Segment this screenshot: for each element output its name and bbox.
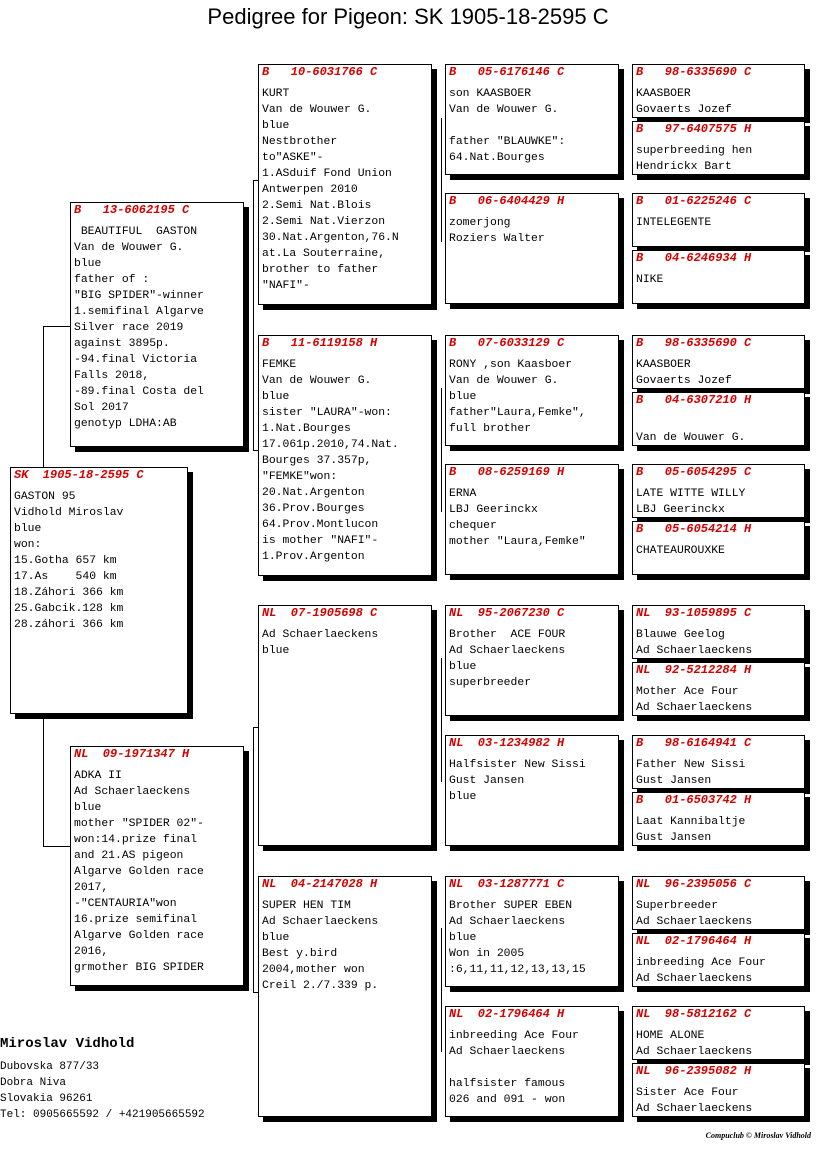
pigeon-details: Sister Ace Four Ad Schaerlaeckens xyxy=(636,1087,753,1115)
ring-number: B 11-6119158 H xyxy=(262,336,378,350)
pigeon-details: SUPER HEN TIM Ad Schaerlaeckens blue Best y.bird 2004,mother won Creil 2./7.339 p. xyxy=(262,900,379,992)
ring-number: B 05-6176146 C xyxy=(449,65,565,79)
pigeon-card-g13[interactable] xyxy=(632,876,805,930)
pigeon-details: NIKE xyxy=(636,274,664,286)
pigeon-details: Laat Kannibaltje Gust Jansen xyxy=(636,816,746,844)
ring-number: NL 95-2067230 C xyxy=(449,606,565,620)
ring-number: B 06-6404429 H xyxy=(449,194,565,208)
pigeon-details: FEMKE Van de Wouwer G. blue sister "LAURA"-won: 1.Nat.Bourges 17.061p.2010,74.Nat. Bourges 37.357p, "FEMKE"won: 20.Nat.Argenton 36.Prov.Bourges 64.Prov.Montlucon is mother "NAFI"- 1.Prov.Argenton xyxy=(262,359,399,563)
pigeon-card-root[interactable] xyxy=(10,467,188,714)
pigeon-card-sd[interactable] xyxy=(258,335,432,576)
breeder-info xyxy=(0,1035,205,1123)
pigeon-details: KAASBOER Govaerts Jozef xyxy=(636,88,732,116)
ring-number: NL 07-1905698 C xyxy=(262,606,378,620)
pigeon-card-ds[interactable] xyxy=(258,605,432,846)
connector-line xyxy=(43,326,70,327)
pigeon-details: KAASBOER Govaerts Jozef xyxy=(636,359,732,387)
pigeon-details: Halfsister New Sissi Gust Jansen blue xyxy=(449,759,586,803)
ring-number: NL 96-2395056 C xyxy=(636,877,752,891)
ring-number: NL 92-5212284 H xyxy=(636,663,752,677)
pigeon-details: Father New Sissi Gust Jansen xyxy=(636,759,746,787)
connector-line xyxy=(43,326,44,468)
pigeon-card-dam[interactable] xyxy=(70,746,244,986)
connector-line xyxy=(441,388,442,512)
pigeon-card-g3[interactable] xyxy=(632,193,805,247)
pigeon-card-g2[interactable] xyxy=(632,121,805,175)
ring-number: B 98-6335690 C xyxy=(636,65,752,79)
pigeon-details: Mother Ace Four Ad Schaerlaeckens xyxy=(636,686,753,714)
ring-number: B 05-6054295 C xyxy=(636,465,752,479)
pigeon-card-g12[interactable] xyxy=(632,792,805,846)
pigeon-card-g11[interactable] xyxy=(632,735,805,789)
connector-line xyxy=(441,928,442,1052)
pigeon-details: son KAASBOER Van de Wouwer G. father "BLAUWKE": 64.Nat.Bourges xyxy=(449,88,566,164)
pigeon-card-dds[interactable] xyxy=(445,876,619,987)
ring-number: B 07-6033129 C xyxy=(449,336,565,350)
pigeon-details: zomerjong Roziers Walter xyxy=(449,217,545,245)
pigeon-card-g4[interactable] xyxy=(632,250,805,304)
ring-number: NL 93-1059895 C xyxy=(636,606,752,620)
pigeon-card-g1[interactable] xyxy=(632,64,805,118)
pigeon-details: BEAUTIFUL GASTON Van de Wouwer G. blue father of : "BIG SPIDER"-winner 1.semifinal Algarve Silver race 2019 against 3895p. -94.final Victoria Falls 2018, -89.final Costa del Sol 2017 genotyp LDHA:AB xyxy=(74,226,204,430)
ring-number: B 04-6246934 H xyxy=(636,251,752,265)
pigeon-card-sss[interactable] xyxy=(445,64,619,175)
ring-number: NL 98-5812162 C xyxy=(636,1007,752,1021)
ring-number: NL 03-1287771 C xyxy=(449,877,565,891)
pigeon-details: LATE WITTE WILLY LBJ Geerinckx xyxy=(636,488,746,516)
ring-number: B 98-6164941 C xyxy=(636,736,752,750)
connector-line xyxy=(441,658,442,782)
ring-number: NL 96-2395082 H xyxy=(636,1064,752,1078)
ring-number: SK 1905-18-2595 C xyxy=(14,468,144,482)
pigeon-details: KURT Van de Wouwer G. blue Nestbrother to"ASKE"- 1.ASduif Fond Union Antwerpen 2010 2.Semi Nat.Blois 2.Semi Nat.Vierzon 30.Nat.Argenton,76.N at.La Souterraine, brother to father "NAFI"- xyxy=(262,88,399,292)
ring-number: NL 04-2147028 H xyxy=(262,877,378,891)
page-title: Pedigree for Pigeon: SK 1905-18-2595 C xyxy=(207,4,609,29)
pigeon-card-sire[interactable] xyxy=(70,202,244,447)
pigeon-card-ddd[interactable] xyxy=(445,1006,619,1117)
ring-number: NL 02-1796464 H xyxy=(636,934,752,948)
ring-number: B 01-6503742 H xyxy=(636,793,752,807)
pigeon-card-sds[interactable] xyxy=(445,335,619,446)
pigeon-details: Ad Schaerlaeckens blue xyxy=(262,629,379,657)
breeder-address: Dubovska 877/33 Dobra Niva Slovakia 96261 Tel: 0905665592 / +421905665592 xyxy=(0,1061,205,1121)
connector-line xyxy=(253,727,254,992)
pigeon-details: RONY ,son Kaasboer Van de Wouwer G. blue father"Laura,Femke", full brother xyxy=(449,359,586,435)
pigeon-details: Brother SUPER EBEN Ad Schaerlaeckens blue Won in 2005 :6,11,11,12,13,13,15 xyxy=(449,900,586,976)
pigeon-details: inbreeding Ace Four Ad Schaerlaeckens xyxy=(636,957,766,985)
connector-line xyxy=(43,846,70,847)
ring-number: B 05-6054214 H xyxy=(636,522,752,536)
pigeon-details: inbreeding Ace Four Ad Schaerlaeckens halfsister famous 026 and 091 - won xyxy=(449,1030,579,1106)
pigeon-card-g7[interactable] xyxy=(632,464,805,518)
pigeon-details: HOME ALONE Ad Schaerlaeckens xyxy=(636,1030,753,1058)
pigeon-card-ssd[interactable] xyxy=(445,193,619,304)
ring-number: B 97-6407575 H xyxy=(636,122,752,136)
pigeon-details: Superbreeder Ad Schaerlaeckens xyxy=(636,900,753,928)
pigeon-card-dsd[interactable] xyxy=(445,735,619,846)
ring-number: B 01-6225246 C xyxy=(636,194,752,208)
pigeon-details: GASTON 95 Vidhold Miroslav blue won: 15.Gotha 657 km 17.As 540 km 18.Záhori 366 km 25.Gabcik.128 km 28.záhori 366 km xyxy=(14,491,124,631)
connector-line xyxy=(43,714,44,846)
ring-number: B 04-6307210 H xyxy=(636,393,752,407)
breeder-name: Miroslav Vidhold xyxy=(0,1036,135,1052)
footer-credit: Compuclub © Miroslav Vidhold xyxy=(705,1131,811,1140)
pigeon-card-dd[interactable] xyxy=(258,876,432,1117)
pigeon-details: ERNA LBJ Geerinckx chequer mother "Laura,Femke" xyxy=(449,488,586,548)
ring-number: B 98-6335690 C xyxy=(636,336,752,350)
connector-line xyxy=(441,118,442,242)
pigeon-card-g15[interactable] xyxy=(632,1006,805,1060)
pigeon-card-g9[interactable] xyxy=(632,605,805,659)
pigeon-card-sdd[interactable] xyxy=(445,464,619,575)
ring-number: B 10-6031766 C xyxy=(262,65,378,79)
pigeon-card-g5[interactable] xyxy=(632,335,805,389)
pigeon-card-ss[interactable] xyxy=(258,64,432,305)
pigeon-card-g16[interactable] xyxy=(632,1063,805,1117)
connector-line xyxy=(253,180,254,450)
pigeon-card-g8[interactable] xyxy=(632,521,805,575)
pigeon-card-g6[interactable] xyxy=(632,392,805,446)
pigeon-details: Van de Wouwer G. xyxy=(636,432,746,444)
ring-number: NL 09-1971347 H xyxy=(74,747,190,761)
pigeon-card-dss[interactable] xyxy=(445,605,619,716)
ring-number: NL 02-1796464 H xyxy=(449,1007,565,1021)
pigeon-details: superbreeding hen Hendrickx Bart xyxy=(636,145,753,173)
pigeon-details: ADKA II Ad Schaerlaeckens blue mother "SPIDER 02"- won:14.prize final and 21.AS pigeon Algarve Golden race 2017, -"CENTAURIA"won 16.prize semifinal Algarve Golden race 2016, grmother BIG SPIDER xyxy=(74,770,204,974)
pigeon-details: CHATEAUROUXKE xyxy=(636,545,725,557)
pigeon-card-g14[interactable] xyxy=(632,933,805,987)
pigeon-card-g10[interactable] xyxy=(632,662,805,716)
pigeon-details: Blauwe Geelog Ad Schaerlaeckens xyxy=(636,629,753,657)
pigeon-details: INTELEGENTE xyxy=(636,217,712,229)
ring-number: B 08-6259169 H xyxy=(449,465,565,479)
ring-number: B 13-6062195 C xyxy=(74,203,190,217)
ring-number: NL 03-1234982 H xyxy=(449,736,565,750)
pigeon-details: Brother ACE FOUR Ad Schaerlaeckens blue superbreeder xyxy=(449,629,566,689)
